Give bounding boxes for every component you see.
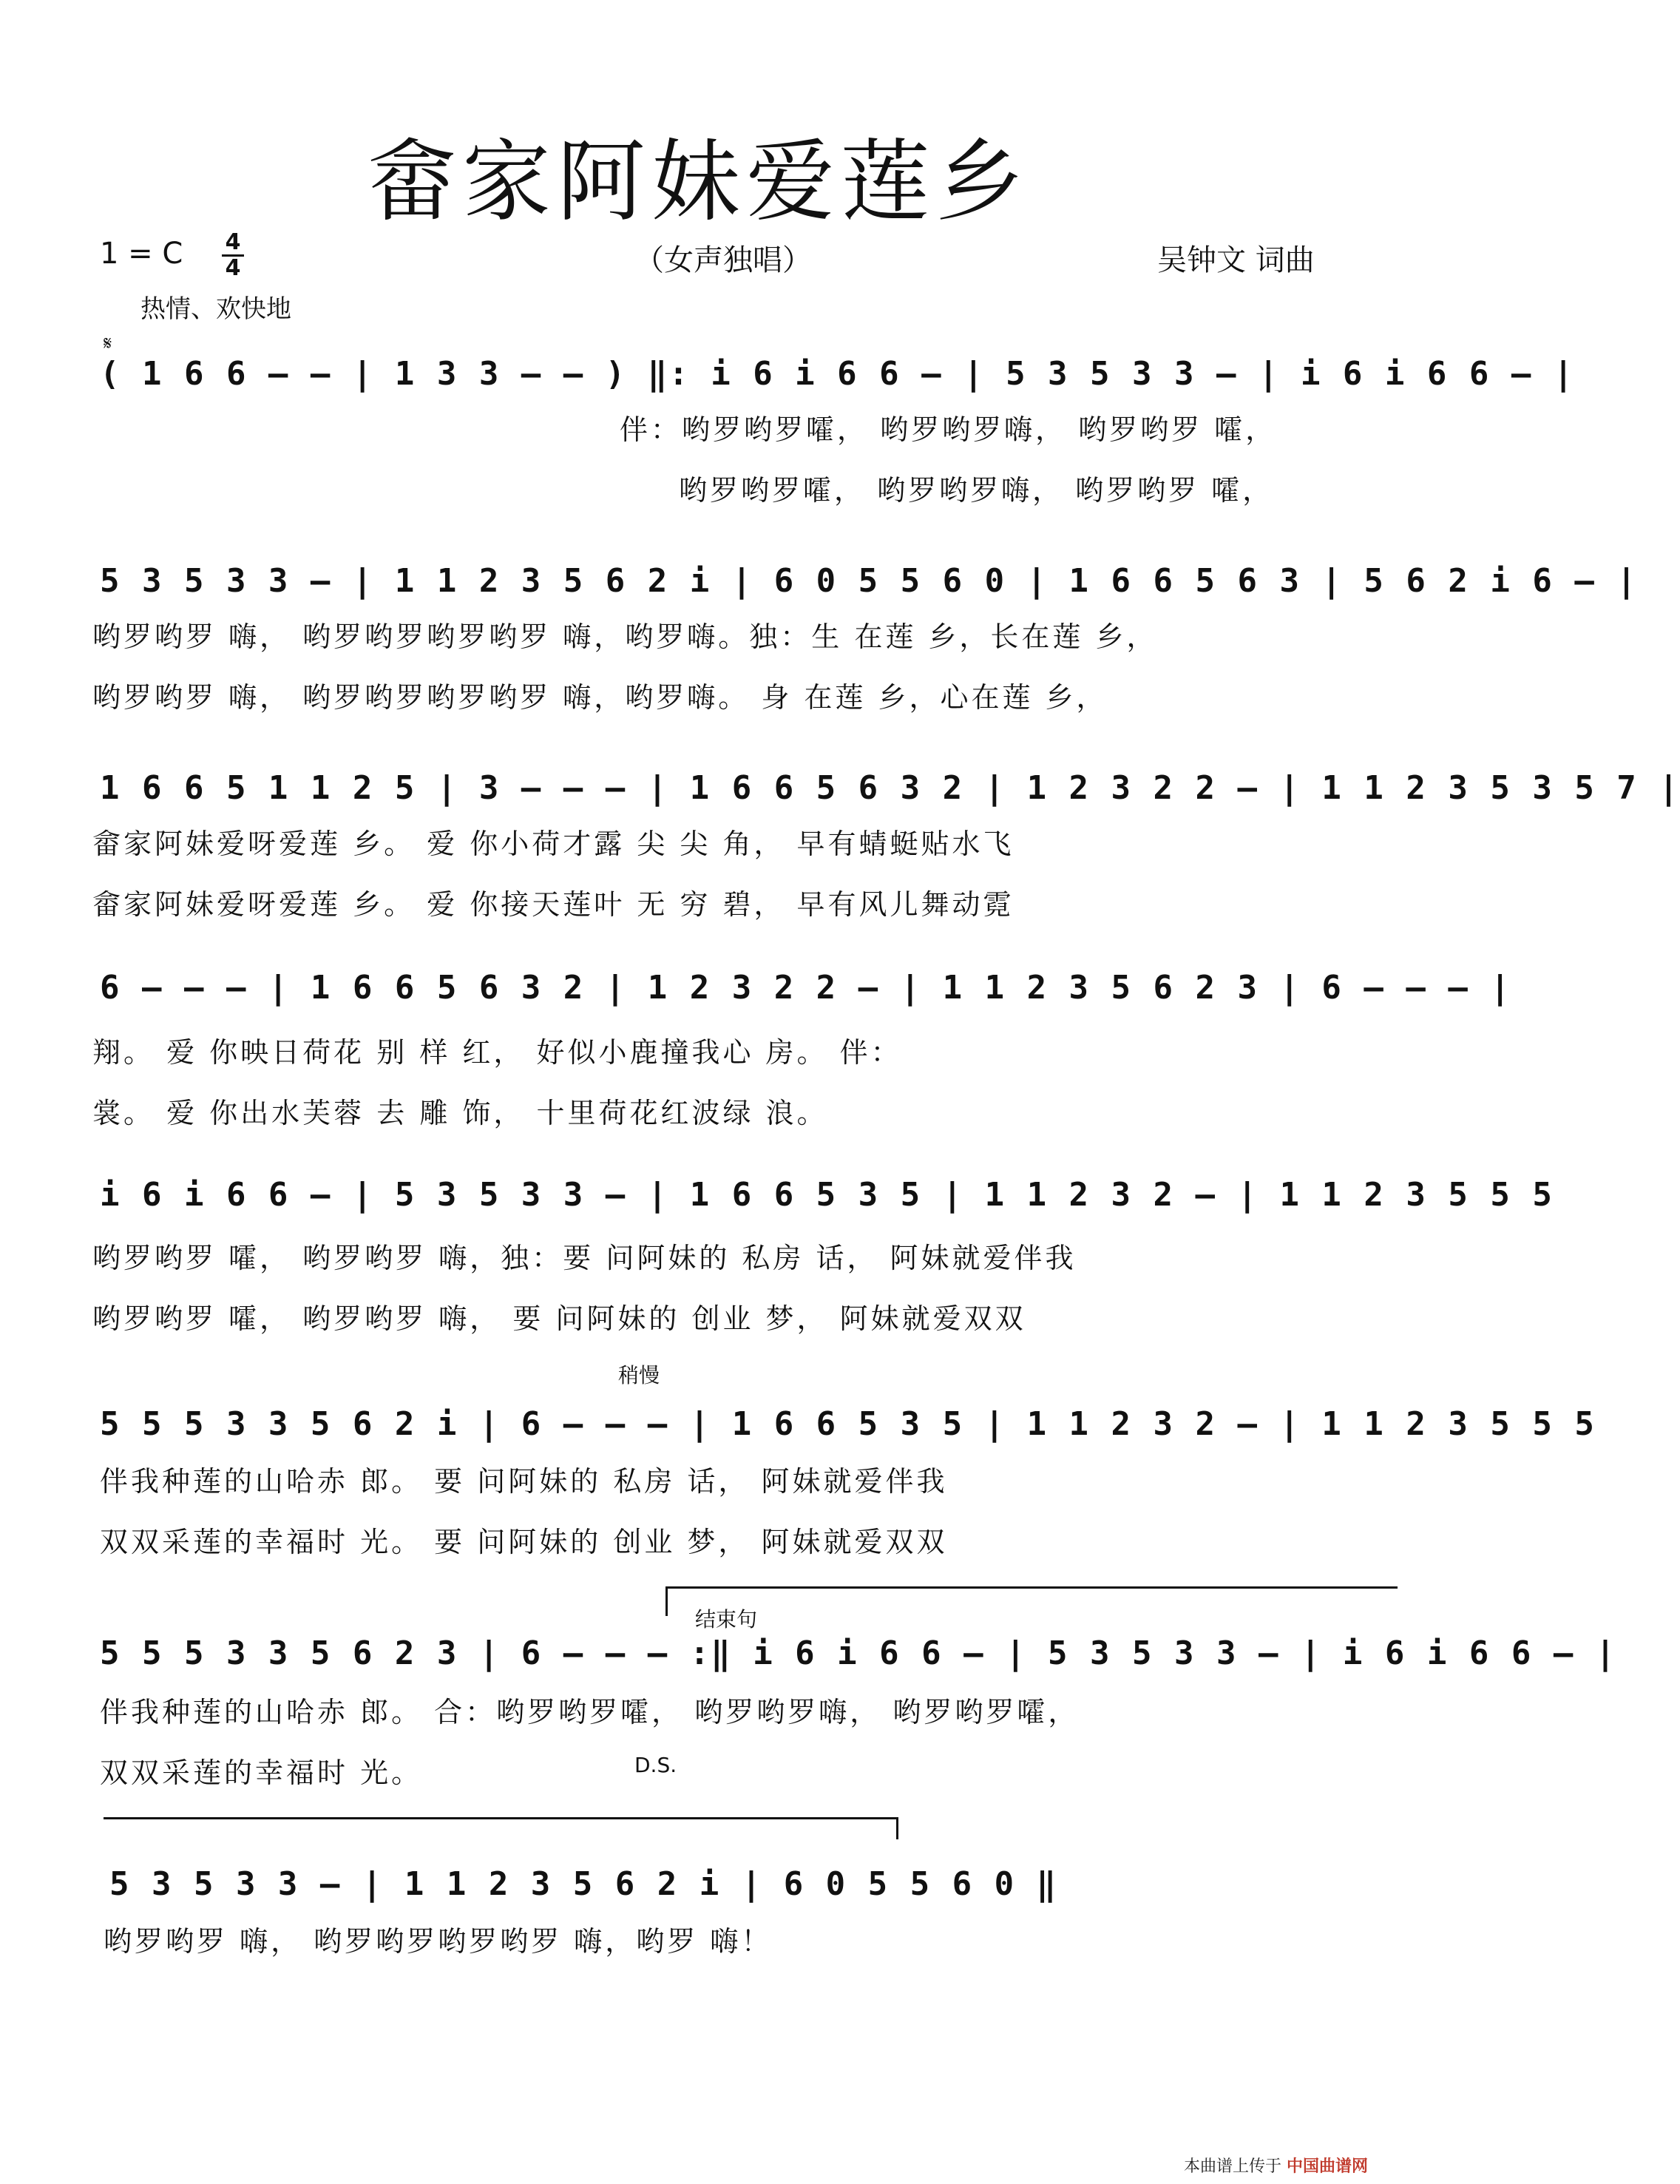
lyric-line: 哟罗哟罗嚯， 哟罗哟罗嗨， 哟罗哟罗 嚯， — [679, 474, 1274, 507]
lyric-line: 畲家阿妹爱呀爱莲 乡。 爱 你小荷才露 尖 尖 角， 早有蜻蜓贴水飞 — [92, 828, 1015, 860]
composer-credit: 吴钟文 词曲 — [1157, 243, 1315, 277]
song-title: 畲家阿妹爱莲乡 — [368, 131, 1030, 234]
notation-line: 6 – – – | 1 6 6 5 6 3 2 | 1 2 3 2 2 – | 1 1 2 3 5 6 2 3 | 6 – – – | — [100, 969, 1511, 1007]
notation-line: i 6 i 6 6 – | 5 3 5 3 3 – | 1 6 6 5 3 5 | 1 1 2 3 2 – | 1 1 2 3 5 5 5 — [100, 1176, 1554, 1214]
lyric-line: 双双采莲的幸福时 光。 要 问阿妹的 创业 梦， 阿妹就爱双双 — [100, 1526, 948, 1558]
ending-bracket-edge — [665, 1586, 668, 1616]
time-signature-bottom: 4 — [225, 255, 241, 281]
lyric-line: 翔。 爱 你映日荷花 别 样 红， 好似小鹿撞我心 房。 伴： — [92, 1036, 902, 1069]
lyric-line: 双双采莲的幸福时 光。 — [100, 1757, 423, 1789]
lyric-line: 哟罗哟罗 嗨， 哟罗哟罗哟罗哟罗 嗨，哟罗嗨。独：生 在莲 乡，长在莲 乡， — [92, 621, 1158, 653]
notation-line: 5 5 5 3 3 5 6 2 i | 6 – – – | 1 6 6 5 3 5 | 1 1 2 3 2 – | 1 1 2 3 5 5 5 — [100, 1405, 1596, 1443]
lyric-line: 哟罗哟罗 嚯， 哟罗哟罗 嗨，独：要 问阿妹的 私房 话， 阿妹就爱伴我 — [92, 1242, 1077, 1274]
footer-text: 本曲谱上传于 — [1183, 2157, 1281, 2176]
ending-bracket — [104, 1817, 898, 1819]
lyric-line: 哟罗哟罗 嚯， 哟罗哟罗 嗨， 要 问阿妹的 创业 梦， 阿妹就爱双双 — [92, 1302, 1026, 1335]
ending-bracket-edge — [896, 1817, 898, 1839]
segno-sign: 𝄋 — [104, 333, 112, 355]
notation-line: ( 1 6 6 – – | 1 3 3 – – ) ‖: i 6 i 6 6 – | 5 3 5 3 3 – | i 6 i 6 6 – | — [100, 355, 1575, 393]
site-logo: 中国曲谱网 — [1286, 2157, 1368, 2176]
lyric-line: 哟罗哟罗 嗨， 哟罗哟罗哟罗哟罗 嗨，哟罗 嗨！ — [104, 1925, 773, 1958]
ending-label: 结束句 — [695, 1607, 758, 1632]
time-signature — [222, 231, 244, 280]
tempo-marking: 热情、欢快地 — [140, 294, 291, 324]
ending-bracket — [665, 1586, 1398, 1589]
time-signature-top: 4 — [222, 231, 244, 257]
lyric-line: 哟罗哟罗 嗨， 哟罗哟罗哟罗哟罗 嗨，哟罗嗨。 身 在莲 乡，心在莲 乡， — [92, 681, 1108, 714]
notation-line: 1 6 6 5 1 1 2 5 | 3 – – – | 1 6 6 5 6 3 2 | 1 2 3 2 2 – | 1 1 2 3 5 3 5 7 | — [100, 769, 1680, 807]
notation-line: 5 3 5 3 3 – | 1 1 2 3 5 6 2 i | 6 0 5 5 6 0 | 1 6 6 5 6 3 | 5 6 2 i 6 – | — [100, 562, 1638, 600]
subtitle: （女声独唱） — [634, 243, 812, 277]
notation-line: 5 3 5 3 3 – | 1 1 2 3 5 6 2 i | 6 0 5 5 6 0 ‖ — [109, 1865, 1058, 1903]
dal-segno-mark: D.S. — [634, 1753, 677, 1777]
lyric-line: 伴我种莲的山哈赤 郎。 合：哟罗哟罗嚯， 哟罗哟罗嗨， 哟罗哟罗嚯， — [100, 1696, 1080, 1728]
lyric-line: 伴：哟罗哟罗嚯， 哟罗哟罗嗨， 哟罗哟罗 嚯， — [620, 413, 1277, 446]
notation-line: 5 5 5 3 3 5 6 2 3 | 6 – – – :‖ i 6 i 6 6 – | 5 3 5 3 3 – | i 6 i 6 6 – | — [100, 1634, 1617, 1672]
lyric-line: 裳。 爱 你出水芙蓉 去 雕 饰， 十里荷花红波绿 浪。 — [92, 1097, 828, 1129]
footer-credit — [1184, 2154, 1368, 2177]
lyric-line: 畲家阿妹爱呀爱莲 乡。 爱 你接天莲叶 无 穷 碧， 早有风儿舞动霓 — [92, 888, 1015, 921]
lyric-line: 伴我种莲的山哈赤 郎。 要 问阿妹的 私房 话， 阿妹就爱伴我 — [100, 1465, 948, 1498]
tempo-change-mark: 稍慢 — [618, 1363, 660, 1387]
key-signature: 1 = C — [100, 237, 183, 271]
